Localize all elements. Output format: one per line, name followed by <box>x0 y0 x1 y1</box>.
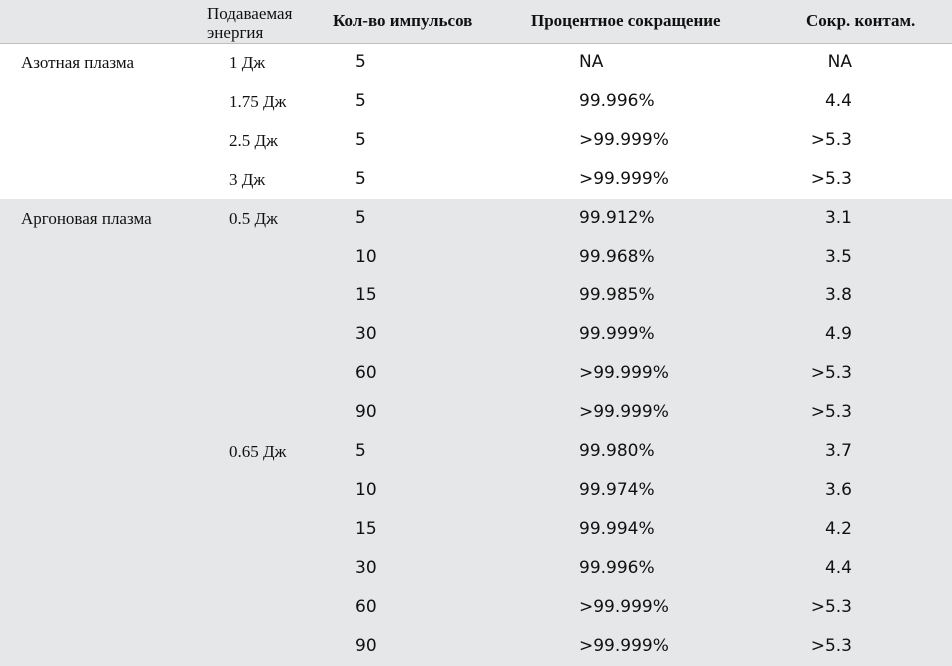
percent-cell: 99.985% <box>579 285 655 306</box>
pulses-cell: 5 <box>355 168 366 189</box>
percent-cell: >99.999% <box>579 129 669 150</box>
reduction-cell: 3.7 <box>824 441 852 461</box>
reduction-cell: NA <box>827 52 852 72</box>
reduction-cell: 4.9 <box>824 324 852 345</box>
energy-cell: 0.5 Дж <box>229 208 278 228</box>
reduction-cell: 3.5 <box>824 246 852 267</box>
header-reduction: Сокр. контам. <box>806 11 916 30</box>
pulses-cell: 60 <box>355 596 377 617</box>
percent-cell: 99.980% <box>579 441 655 461</box>
pulses-cell: 60 <box>355 363 377 384</box>
energy-cell: 1 Дж <box>229 53 266 72</box>
percent-cell: 99.994% <box>579 518 655 539</box>
reduction-cell: 4.4 <box>824 90 852 111</box>
energy-cell: 3 Дж <box>229 169 266 189</box>
reduction-cell: 3.1 <box>824 207 852 228</box>
percent-cell: NA <box>579 52 604 72</box>
header-energy: Подаваемая энергия <box>207 4 293 42</box>
pulses-cell: 15 <box>355 518 377 539</box>
header-pulses: Кол-во импульсов <box>333 11 473 30</box>
percent-cell: >99.999% <box>579 363 669 384</box>
group-label: Азотная плазма <box>21 53 135 72</box>
pulses-cell: 5 <box>355 207 366 228</box>
pulses-cell: 5 <box>355 52 366 72</box>
pulses-cell: 90 <box>355 402 377 423</box>
percent-cell: 99.996% <box>579 90 655 111</box>
percent-cell: >99.999% <box>579 402 669 423</box>
reduction-cell: 3.8 <box>824 285 852 306</box>
pulses-cell: 30 <box>355 324 377 345</box>
percent-cell: 99.912% <box>579 207 655 228</box>
reduction-cell: >5.3 <box>810 168 852 189</box>
pulses-cell: 30 <box>355 557 377 578</box>
reduction-cell: >5.3 <box>810 129 852 150</box>
percent-cell: 99.996% <box>579 557 655 578</box>
pulses-cell: 10 <box>355 246 377 267</box>
header-percent: Процентное сокращение <box>531 11 721 30</box>
energy-cell: 2.5 Дж <box>229 130 278 150</box>
group-label: Аргоновая плазма <box>21 208 152 228</box>
reduction-cell: >5.3 <box>810 363 852 384</box>
pulses-cell: 90 <box>355 635 377 656</box>
energy-cell: 0.65 Дж <box>229 442 287 461</box>
pulses-cell: 5 <box>355 90 366 111</box>
percent-cell: 99.974% <box>579 479 655 500</box>
percent-cell: 99.999% <box>579 324 655 345</box>
reduction-cell: 4.2 <box>824 518 852 539</box>
percent-cell: >99.999% <box>579 635 669 656</box>
energy-cell: 1.75 Дж <box>229 91 287 111</box>
reduction-cell: >5.3 <box>810 635 852 656</box>
percent-cell: 99.968% <box>579 246 655 267</box>
reduction-cell: 3.6 <box>824 479 852 500</box>
pulses-cell: 10 <box>355 479 377 500</box>
reduction-cell: 4.4 <box>824 557 852 578</box>
pulses-cell: 5 <box>355 129 366 150</box>
percent-cell: >99.999% <box>579 168 669 189</box>
reduction-cell: >5.3 <box>810 596 852 617</box>
pulses-cell: 5 <box>355 441 366 461</box>
reduction-cell: >5.3 <box>810 402 852 423</box>
percent-cell: >99.999% <box>579 596 669 617</box>
pulses-cell: 15 <box>355 285 377 306</box>
